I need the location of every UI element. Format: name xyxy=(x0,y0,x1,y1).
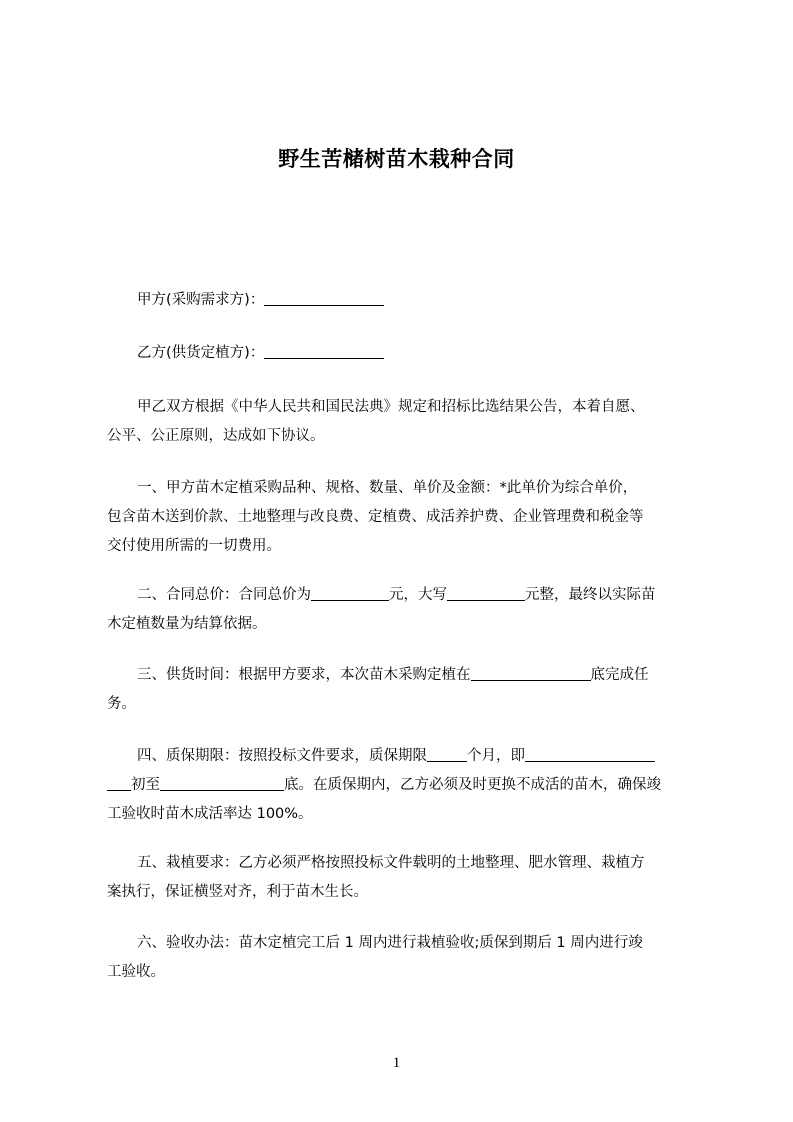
section-4-text-a: 四、质保期限：按照投标文件要求，质保期限 xyxy=(137,748,427,764)
total-price-blank xyxy=(311,586,389,601)
party-b-line xyxy=(137,337,737,370)
section-3-text-a: 三、供货时间：根据甲方要求，本次苗木采购定植在 xyxy=(137,667,471,683)
supply-date-blank xyxy=(471,666,591,681)
section-6-line-2: 工验收。 xyxy=(107,964,165,980)
section-2-text-c: 元整，最终以实际苗 xyxy=(525,587,656,603)
party-a-blank xyxy=(264,291,384,306)
warranty-end-blank xyxy=(160,776,284,791)
section-5-line-2: 案执行，保证横竖对齐，利于苗木生长。 xyxy=(107,884,368,900)
section-2-text-a: 二、合同总价：合同总价为 xyxy=(137,587,311,603)
section-3-line-2: 务。 xyxy=(107,696,136,712)
intro-line-1: 甲乙双方根据《中华人民共和国民法典》规定和招标比选结果公告，本着自愿、 xyxy=(137,399,645,415)
section-5-line-1: 五、栽植要求：乙方必须严格按照投标文件载明的土地整理、肥水管理、栽植方 xyxy=(137,855,645,871)
party-a-line xyxy=(137,284,737,317)
total-price-words-blank xyxy=(447,586,525,601)
warranty-start-blank xyxy=(525,747,655,762)
section-2-text-b: 元，大写 xyxy=(389,587,447,603)
section-1-line-2: 包含苗木送到价款、土地整理与改良费、定植费、成活养护费、企业管理费和税金等 xyxy=(107,509,644,525)
warranty-months-blank xyxy=(427,747,467,762)
section-3-text-b: 底完成任 xyxy=(590,667,649,683)
section-1-line-3: 交付使用所需的一切费用。 xyxy=(107,538,281,554)
page-title: 野生苦槠树苗木栽种合同 xyxy=(278,147,515,171)
section-2-line-2: 木定植数量为结算依据。 xyxy=(107,616,267,632)
party-b-label: 乙方(供货定植方)： xyxy=(137,345,265,361)
warranty-start-blank-cont xyxy=(107,776,131,791)
section-4-text-d: 底。在质保期内，乙方必须及时更换不成活的苗木，确保竣 xyxy=(284,777,661,793)
section-4-text-b: 个月，即 xyxy=(467,748,525,764)
party-b-blank xyxy=(264,344,384,359)
section-4-text-c: 初至 xyxy=(131,777,160,793)
section-6-line-1: 六、验收办法：苗木定植完工后 1 周内进行栽植验收;质保到期后 1 周内进行竣 xyxy=(137,935,643,951)
page-number: 1 xyxy=(392,1055,401,1071)
section-1-line-1: 一、甲方苗木定植采购品种、规格、数量、单价及金额：*此单价为综合单价， xyxy=(137,480,638,496)
intro-line-2: 公平、公正原则，达成如下协议。 xyxy=(107,428,325,444)
section-4-line-3: 工验收时苗木成活率达 100%。 xyxy=(107,806,313,822)
party-a-label: 甲方(采购需求方)： xyxy=(137,292,265,308)
